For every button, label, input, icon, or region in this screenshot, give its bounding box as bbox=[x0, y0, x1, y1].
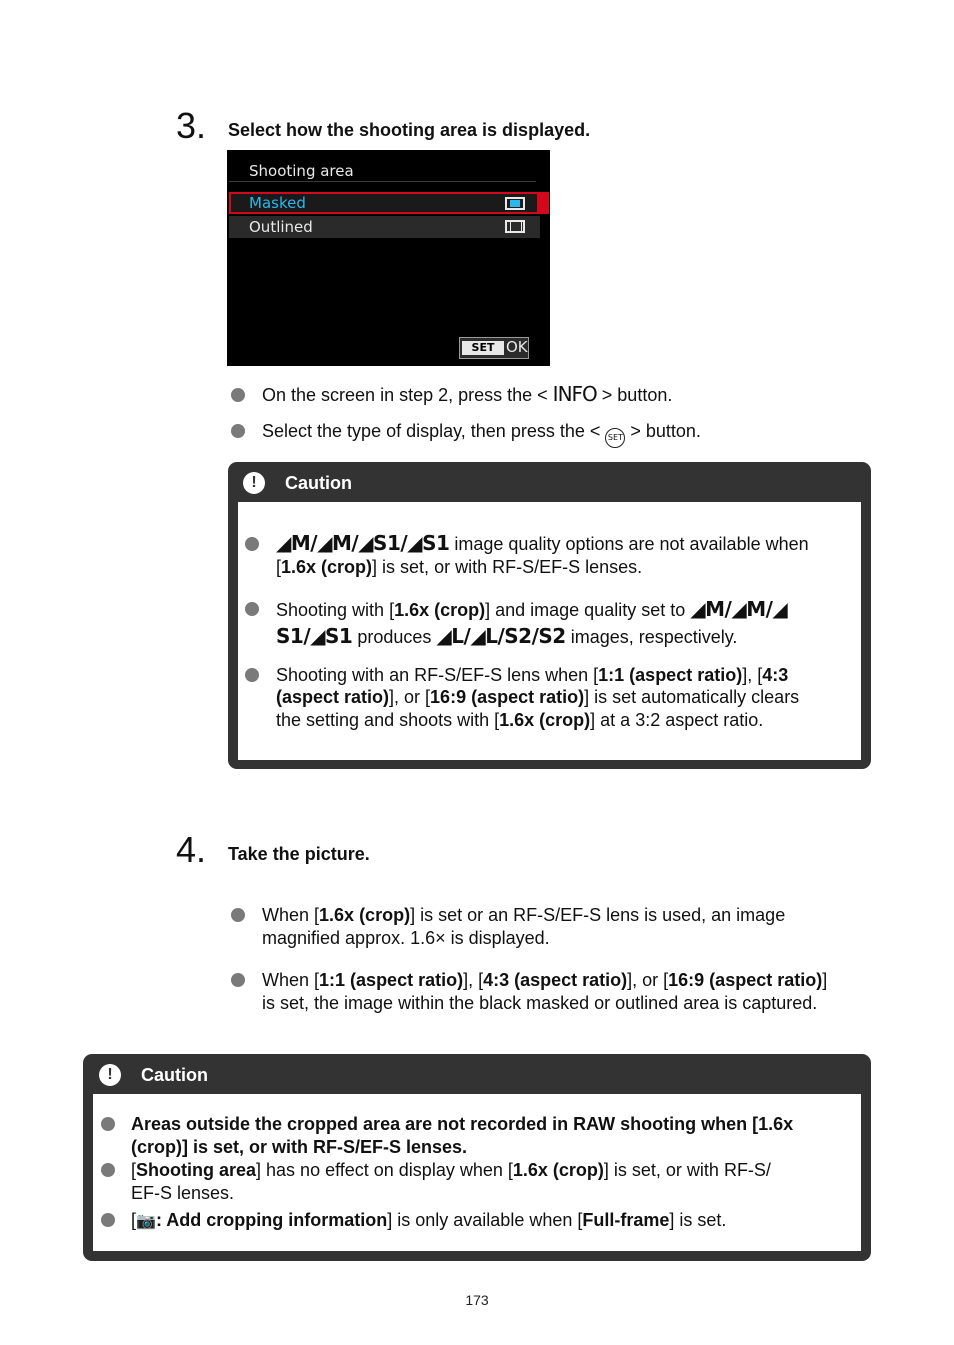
image-quality-icons: ◢M/◢M/◢S1/◢S1 bbox=[276, 531, 450, 555]
step-3-title: Select how the shooting area is displayed. bbox=[228, 120, 591, 140]
ok-label: OK bbox=[506, 338, 528, 356]
camera-shooting-menu-icon: 📷 bbox=[136, 1213, 156, 1230]
caution-1-bullet-3-line-3: the setting and shoots with [1.6x (crop)] at a 3:2 aspect ratio. bbox=[276, 710, 764, 730]
option-masked-label: Masked bbox=[249, 194, 306, 212]
set-badge: SET bbox=[462, 341, 504, 355]
option-outlined-label: Outlined bbox=[249, 218, 313, 236]
step-3-bullet-2: Select the type of display, then press the < SET > button. bbox=[262, 420, 701, 448]
caution-1-bullet-2-line-1: Shooting with [1.6x (crop)] and image quality set to ◢M/◢M/◢ bbox=[276, 597, 788, 621]
bullet bbox=[231, 908, 245, 922]
step-3-bullet-1: On the screen in step 2, press the < INFO > button. bbox=[262, 382, 673, 406]
image-quality-icons: S1/◢S1 bbox=[276, 624, 353, 648]
screen-separator bbox=[229, 181, 536, 182]
bullet bbox=[231, 973, 245, 987]
caution-2-bullet-3: [📷: Add cropping information] is only available when [Full-frame] is set. bbox=[131, 1209, 726, 1233]
info-button-icon: INFO bbox=[552, 382, 597, 406]
step-4-number: 4. bbox=[176, 829, 207, 870]
bullet bbox=[101, 1213, 115, 1227]
page-number: 173 bbox=[465, 1292, 489, 1308]
step-4-bullet-1-line-2: magnified approx. 1.6× is displayed. bbox=[262, 928, 550, 948]
warning-icon: ! bbox=[243, 472, 265, 494]
caution-1-bullet-1-line-2: [1.6x (crop)] is set, or with RF-S/EF-S lenses. bbox=[276, 557, 643, 577]
caution-1-bullet-3-line-2: (aspect ratio)], or [16:9 (aspect ratio)] is set automatically clears bbox=[276, 687, 800, 707]
step-4-bullet-2-line-1: When [1:1 (aspect ratio)], [4:3 (aspect ratio)], or [16:9 (aspect ratio)] bbox=[262, 970, 828, 990]
option-masked[interactable] bbox=[229, 192, 549, 214]
caution-2-bullet-2-line-2: EF-S lenses. bbox=[131, 1183, 235, 1203]
image-quality-icons: ◢L/◢L/S2/S2 bbox=[436, 624, 566, 648]
set-ok-button[interactable] bbox=[459, 337, 529, 359]
masked-frame-icon bbox=[505, 197, 525, 210]
bullet bbox=[101, 1163, 115, 1177]
bullet bbox=[101, 1117, 115, 1131]
caution-1-bullet-1-line-1: ◢M/◢M/◢S1/◢S1 image quality options are not available when bbox=[276, 531, 809, 555]
step-3-number: 3. bbox=[176, 105, 207, 146]
warning-icon: ! bbox=[99, 1064, 121, 1086]
outlined-frame-icon bbox=[505, 220, 525, 233]
bullet bbox=[231, 388, 245, 402]
step-4-bullet-2-line-2: is set, the image within the black masked or outlined area is captured. bbox=[262, 993, 818, 1013]
set-button-icon: SET bbox=[605, 428, 625, 448]
bullet bbox=[231, 424, 245, 438]
caution-heading: Caution bbox=[285, 473, 352, 493]
caution-2-bullet-2-line-1: [Shooting area] has no effect on display when [1.6x (crop)] is set, or with RF-S/ bbox=[131, 1160, 771, 1180]
screen-title: Shooting area bbox=[249, 162, 354, 180]
caution-1-bullet-3-line-1: Shooting with an RF-S/EF-S lens when [1:1 (aspect ratio)], [4:3 bbox=[276, 665, 789, 685]
caution-2-bullet-1-line-1: Areas outside the cropped area are not recorded in RAW shooting when [1.6x bbox=[131, 1114, 794, 1134]
caution-2-bullet-1-line-2: (crop)] is set, or with RF-S/EF-S lenses. bbox=[131, 1137, 468, 1157]
bullet bbox=[245, 668, 259, 682]
step-4-bullet-1-line-1: When [1.6x (crop)] is set or an RF-S/EF-S lens is used, an image bbox=[262, 905, 786, 925]
bullet bbox=[245, 537, 259, 551]
bullet bbox=[245, 602, 259, 616]
image-quality-icons: ◢M/◢M/◢ bbox=[690, 597, 788, 621]
option-outlined[interactable] bbox=[229, 216, 540, 238]
caution-heading: Caution bbox=[141, 1065, 208, 1085]
caution-1-bullet-2-line-2: S1/◢S1 produces ◢L/◢L/S2/S2 images, respectively. bbox=[276, 624, 738, 648]
camera-screen bbox=[227, 150, 550, 366]
step-4-title: Take the picture. bbox=[228, 844, 370, 864]
